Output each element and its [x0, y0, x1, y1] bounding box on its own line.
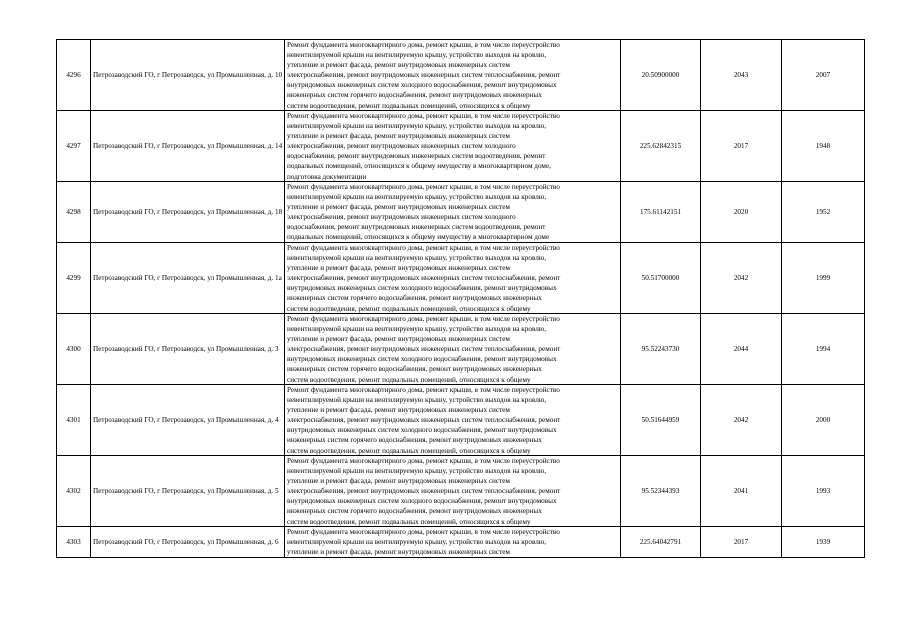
- repair-works-text: Ремонт фундамента многоквартирного дома, ремонт крыши, в том числе переустройство невентилируемой крыши на вентилируемую крышу, устройство выходов на кровлю, утепление и ремонт фасада, ремонт внутридомовых инженерных систем электроснабжения, ремонт внутридомовых инженерных систем теплоснабжения, ремонт внутридомовых инженерных систем холодного водоснабжения, ремонт внутридомовых инженерных систем горячего водоснабжения, ремонт внутридомовых инженерных систем водоотведения, ремонт подвальных помещений, относящихся к общему: [287, 457, 561, 526]
- construction-year: 1948: [782, 111, 865, 182]
- planned-repair-year: 2017: [701, 111, 782, 182]
- table-row: [57, 456, 865, 527]
- construction-year: 1999: [782, 243, 865, 314]
- construction-year: 1939: [782, 527, 865, 558]
- construction-year: 2000: [782, 385, 865, 456]
- repair-cost: 20.50900000: [621, 40, 701, 111]
- house-address: Петрозаводский ГО, г Петрозаводск, ул Промышленная, д. 10: [91, 40, 285, 111]
- repair-cost: 225.64042791: [621, 527, 701, 558]
- construction-year: 1993: [782, 456, 865, 527]
- construction-year: 2007: [782, 40, 865, 111]
- planned-repair-year: 2042: [701, 385, 782, 456]
- house-address: Петрозаводский ГО, г Петрозаводск, ул Промышленная, д. 1а: [91, 243, 285, 314]
- table-row: [57, 243, 865, 314]
- repair-works-cell: [285, 314, 621, 385]
- planned-repair-year: 2020: [701, 182, 782, 243]
- planned-repair-year: 2042: [701, 243, 782, 314]
- repair-works-cell: [285, 182, 621, 243]
- construction-year: 1952: [782, 182, 865, 243]
- repair-cost: 50.51644959: [621, 385, 701, 456]
- repair-works-text: Ремонт фундамента многоквартирного дома, ремонт крыши, в том числе переустройство невентилируемой крыши на вентилируемую крышу, устройство выходов на кровлю, утепление и ремонт фасада, ремонт внутридомовых инженерных систем электроснабжения, ремонт внутридомовых инженерных систем теплоснабжения, ремонт внутридомовых инженерных систем холодного водоснабжения, ремонт внутридомовых инженерных систем горячего водоснабжения, ремонт внутридомовых инженерных систем водоотведения, ремонт подвальных помещений, относящихся к общему: [287, 41, 561, 110]
- repair-cost: 225.62842315: [621, 111, 701, 182]
- planned-repair-year: 2044: [701, 314, 782, 385]
- row-number: 4296: [57, 40, 91, 111]
- repair-works-cell: [285, 527, 621, 558]
- house-address: Петрозаводский ГО, г Петрозаводск, ул Промышленная, д. 14: [91, 111, 285, 182]
- table-row: [57, 40, 865, 111]
- repair-cost: 175.61142151: [621, 182, 701, 243]
- house-address: Петрозаводский ГО, г Петрозаводск, ул Промышленная, д. 4: [91, 385, 285, 456]
- house-address: Петрозаводский ГО, г Петрозаводск, ул Промышленная, д. 5: [91, 456, 285, 527]
- row-number: 4297: [57, 111, 91, 182]
- repair-works-cell: [285, 40, 621, 111]
- house-address: Петрозаводский ГО, г Петрозаводск, ул Промышленная, д. 3: [91, 314, 285, 385]
- row-number: 4299: [57, 243, 91, 314]
- planned-repair-year: 2043: [701, 40, 782, 111]
- house-address: Петрозаводский ГО, г Петрозаводск, ул Промышленная, д. 18: [91, 182, 285, 243]
- repair-works-text: Ремонт фундамента многоквартирного дома, ремонт крыши, в том числе переустройство невентилируемой крыши на вентилируемую крышу, устройство выходов на кровлю, утепление и ремонт фасада, ремонт внутридомовых инженерных систем электроснабжения, ремонт внутридомовых инженерных систем теплоснабжения, ремонт внутридомовых инженерных систем холодного водоснабжения, ремонт внутридомовых инженерных систем горячего водоснабжения, ремонт внутридомовых инженерных систем водоотведения, ремонт подвальных помещений, относящихся к общему: [287, 315, 561, 384]
- repair-cost: 50.51700000: [621, 243, 701, 314]
- house-address: Петрозаводский ГО, г Петрозаводск, ул Промышленная, д. 6: [91, 527, 285, 558]
- table-row: [57, 385, 865, 456]
- repair-cost: 95.52344393: [621, 456, 701, 527]
- row-number: 4302: [57, 456, 91, 527]
- repair-works-text: Ремонт фундамента многоквартирного дома, ремонт крыши, в том числе переустройство невентилируемой крыши на вентилируемую крышу, устройство выходов на кровлю, утепление и ремонт фасада, ремонт внутридомовых инженерных систем электроснабжения, ремонт внутридомовых инженерных систем холодного водоснабжения, ремонт внутридомовых инженерных систем водоотведения, ремонт подвальных помещений, относящихся к общему имуществу в многоквартирном доме: [287, 183, 560, 242]
- repair-works-text: Ремонт фундамента многоквартирного дома, ремонт крыши, в том числе переустройство невентилируемой крыши на вентилируемую крышу, устройство выходов на кровлю, утепление и ремонт фасада, ремонт внутридомовых инженерных систем электроснабжения, ремонт внутридомовых инженерных систем теплоснабжения, ремонт внутридомовых инженерных систем холодного водоснабжения, ремонт внутридомовых инженерных систем горячего водоснабжения, ремонт внутридомовых инженерных систем водоотведения, ремонт подвальных помещений, относящихся к общему: [287, 386, 561, 455]
- table-row: [57, 527, 865, 558]
- row-number: 4303: [57, 527, 91, 558]
- capital-repair-table: [56, 39, 865, 558]
- row-number: 4301: [57, 385, 91, 456]
- repair-works-cell: [285, 111, 621, 182]
- repair-cost: 95.52243730: [621, 314, 701, 385]
- row-number: 4300: [57, 314, 91, 385]
- repair-works-text: Ремонт фундамента многоквартирного дома, ремонт крыши, в том числе переустройство невентилируемой крыши на вентилируемую крышу, устройство выходов на кровлю, утепление и ремонт фасада, ремонт внутридомовых инженерных систем электроснабжения, ремонт внутридомовых инженерных систем теплоснабжения, ремонт внутридомовых инженерных систем холодного водоснабжения, ремонт внутридомовых инженерных систем горячего водоснабжения, ремонт внутридомовых инженерных систем водоотведения, ремонт подвальных помещений, относящихся к общему: [287, 244, 561, 313]
- repair-works-cell: [285, 385, 621, 456]
- repair-works-cell: [285, 456, 621, 527]
- construction-year: 1994: [782, 314, 865, 385]
- repair-works-text: Ремонт фундамента многоквартирного дома, ремонт крыши, в том числе переустройство невентилируемой крыши на вентилируемую крышу, устройство выходов на кровлю, утепление и ремонт фасада, ремонт внутридомовых инженерных систем электроснабжения, ремонт внутридомовых инженерных систем холодного водоснабжения, ремонт внутридомовых инженерных систем водоотведения, ремонт подвальных помещений, относящихся к общему имуществу в многоквартирном доме, подготовка документации: [287, 112, 560, 181]
- planned-repair-year: 2041: [701, 456, 782, 527]
- repair-works-cell: [285, 243, 621, 314]
- table-row: [57, 111, 865, 182]
- table-row: [57, 314, 865, 385]
- row-number: 4298: [57, 182, 91, 243]
- table-row: [57, 182, 865, 243]
- planned-repair-year: 2017: [701, 527, 782, 558]
- repair-works-text: Ремонт фундамента многоквартирного дома, ремонт крыши, в том числе переустройство невентилируемой крыши на вентилируемую крышу, устройство выходов на кровлю, утепление и ремонт фасада, ремонт внутридомовых инженерных систем: [287, 528, 560, 557]
